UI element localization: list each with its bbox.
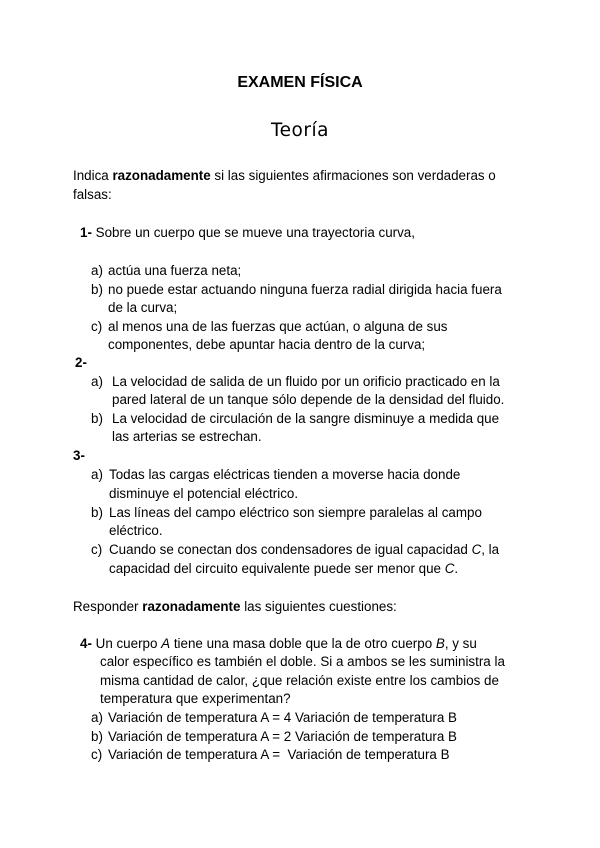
intro-text-post: si las siguientes afirmaciones son verdaderas o	[210, 168, 496, 183]
variable-a: A	[161, 636, 171, 651]
question-4-text-pre: Un cuerpo	[91, 636, 162, 651]
intro-paragraph-line2: falsas:	[73, 187, 112, 202]
question-1-option-a: actúa una fuerza neta;	[108, 263, 242, 278]
question-4-text-mid: tiene una masa doble que la de otro cuerpo	[170, 636, 436, 651]
question-3-option-c-line2-post: .	[454, 561, 459, 576]
intro2-bold-word: razonadamente	[142, 599, 241, 614]
question-1-option-b-line2: de la curva;	[108, 300, 178, 315]
question-2-option-b-line1: La velocidad de circulación de la sangre disminuye a medida que	[112, 411, 500, 426]
question-3-option-c-label: c)	[91, 542, 103, 557]
question-3-option-a-line1: Todas las cargas eléctricas tienden a moverse hacia donde	[109, 467, 461, 482]
question-1-option-b-label: b)	[91, 282, 103, 297]
question-3-option-b-line2: eléctrico.	[109, 523, 163, 538]
question-2-number: 2-	[75, 355, 87, 370]
question-4-line4: temperatura que experimentan?	[100, 691, 291, 706]
question-1-stem	[80, 223, 415, 242]
question-1-option-c-label: c)	[91, 319, 103, 334]
question-2-option-a-line2: pared lateral de un tanque sólo depende de la densidad del fluido.	[112, 392, 505, 407]
question-1-number: 1-	[80, 225, 92, 240]
question-1-option-c-line2: componentes, debe apuntar hacia dentro de la curva;	[108, 337, 426, 352]
question-3-option-c-text-post: , la	[481, 542, 500, 557]
intro-bold-word: razonadamente	[112, 168, 211, 183]
section-title-theory: Teoría	[271, 120, 329, 141]
question-4-option-c-label: c)	[91, 747, 103, 762]
question-2-option-a-line1: La velocidad de salida de un fluido por un orificio practicado en la	[112, 374, 500, 389]
question-1-text: Sobre un cuerpo que se mueve una trayectoria curva,	[91, 225, 415, 240]
question-4-option-a-label: a)	[91, 710, 103, 725]
question-3-option-a-label: a)	[91, 467, 103, 482]
question-3-option-a-line2: disminuye el potencial eléctrico.	[109, 486, 299, 501]
question-3-number: 3-	[73, 448, 85, 463]
intro-text-pre: Indica	[73, 168, 113, 183]
intro-paragraph	[73, 166, 496, 185]
question-4-option-a: Variación de temperatura A = 4 Variación de temperatura B	[108, 710, 457, 725]
variable-c: C	[444, 561, 455, 576]
question-4-option-b: Variación de temperatura A = 2 Variación de temperatura B	[108, 729, 457, 744]
exam-title: EXAMEN FÍSICA	[237, 74, 363, 91]
intro2-text-pre: Responder	[73, 599, 143, 614]
question-1-option-c-line1: al menos una de las fuerzas que actúan, o alguna de sus	[108, 319, 448, 334]
question-2-option-b-line2: las arterias se estrechan.	[112, 429, 262, 444]
question-2-option-b-label: b)	[91, 411, 103, 426]
variable-c: C	[471, 542, 482, 557]
question-4-option-b-label: b)	[91, 729, 103, 744]
question-4-option-c: Variación de temperatura A = Variación de temperatura B	[108, 747, 450, 762]
question-4-number: 4-	[80, 636, 92, 651]
variable-b: B	[435, 636, 445, 651]
intro-paragraph-2	[73, 597, 397, 616]
intro2-text-post: las siguientes cuestiones:	[240, 599, 397, 614]
question-4-text-post: , y su	[444, 636, 477, 651]
question-3-option-c-text-pre: Cuando se conectan dos condensadores de igual capacidad	[109, 542, 472, 557]
question-3-option-b-line1: Las líneas del campo eléctrico son siempre paralelas al campo	[109, 505, 482, 520]
question-3-option-c-line1	[109, 540, 499, 559]
question-4-line3: misma cantidad de calor, ¿que relación existe entre los cambios de	[100, 673, 499, 688]
question-3-option-c-line2-pre: capacidad del circuito equivalente puede ser menor que	[109, 561, 445, 576]
question-4-line1	[80, 634, 477, 653]
question-1-option-a-label: a)	[91, 263, 103, 278]
question-1-option-b-line1: no puede estar actuando ninguna fuerza radial dirigida hacia fuera	[108, 282, 502, 297]
question-3-option-b-label: b)	[91, 505, 103, 520]
question-4-line2: calor específico es también el doble. Si a ambos se les suministra la	[100, 654, 505, 669]
question-3-option-c-line2	[109, 559, 458, 578]
question-2-option-a-label: a)	[91, 374, 103, 389]
